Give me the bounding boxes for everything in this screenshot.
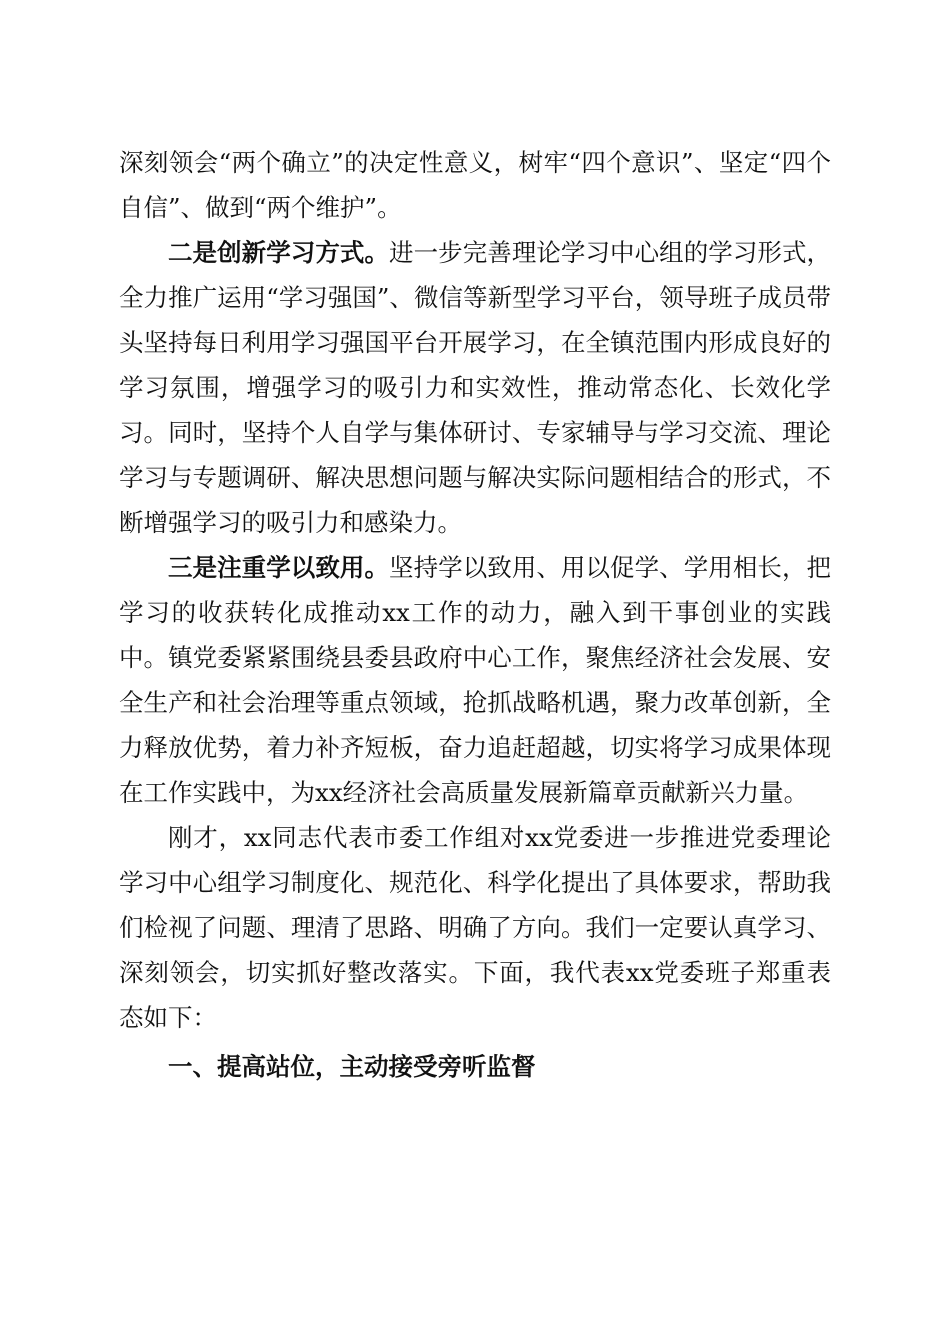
document-body — [119, 140, 831, 1089]
paragraph-innovate-learning — [119, 230, 831, 545]
section-heading: 一、提高站位，主动接受旁听监督 — [168, 1052, 536, 1081]
paragraph-lead: 二是创新学习方式。 — [168, 238, 390, 267]
paragraph-apply-learning — [119, 545, 831, 815]
paragraph-statement — [119, 815, 831, 1040]
paragraph-text: 刚才，xx同志代表市委工作组对xx党委进一步推进党委理论学习中心组学习制度化、规范化、科学化提出了具体要求，帮助我们检视了问题、理清了思路、明确了方向。我们一定要认真学习、深刻领会，切实抓好整改落实。下面，我代表xx党委班子郑重表态如下： — [119, 823, 831, 1032]
paragraph-text: 深刻领会“两个确立”的决定性意义，树牢“四个意识”、坚定“四个自信”、做到“两个维护”。 — [119, 148, 831, 222]
paragraph-text: 坚持学以致用、用以促学、学用相长，把学习的收获转化成推动xx工作的动力，融入到干事创业的实践中。镇党委紧紧围绕县委县政府中心工作，聚焦经济社会发展、安全生产和社会治理等重点领域，抢抓战略机遇，聚力改革创新，全力释放优势，着力补齐短板，奋力追赶超越，切实将学习成果体现在工作实践中，为xx经济社会高质量发展新篇章贡献新兴力量。 — [119, 553, 832, 807]
paragraph-continuation — [119, 140, 831, 230]
paragraph-lead: 三是注重学以致用。 — [168, 553, 390, 582]
paragraph-text: 进一步完善理论学习中心组的学习形式，全力推广运用“学习强国”、微信等新型学习平台，领导班子成员带头坚持每日利用学习强国平台开展学习，在全镇范围内形成良好的学习氛围，增强学习的吸引力和实效性，推动常态化、长效化学习。同时，坚持个人自学与集体研讨、专家辅导与学习交流、理论学习与专题调研、解决思想问题与解决实际问题相结合的形式，不断增强学习的吸引力和感染力。 — [119, 238, 832, 537]
